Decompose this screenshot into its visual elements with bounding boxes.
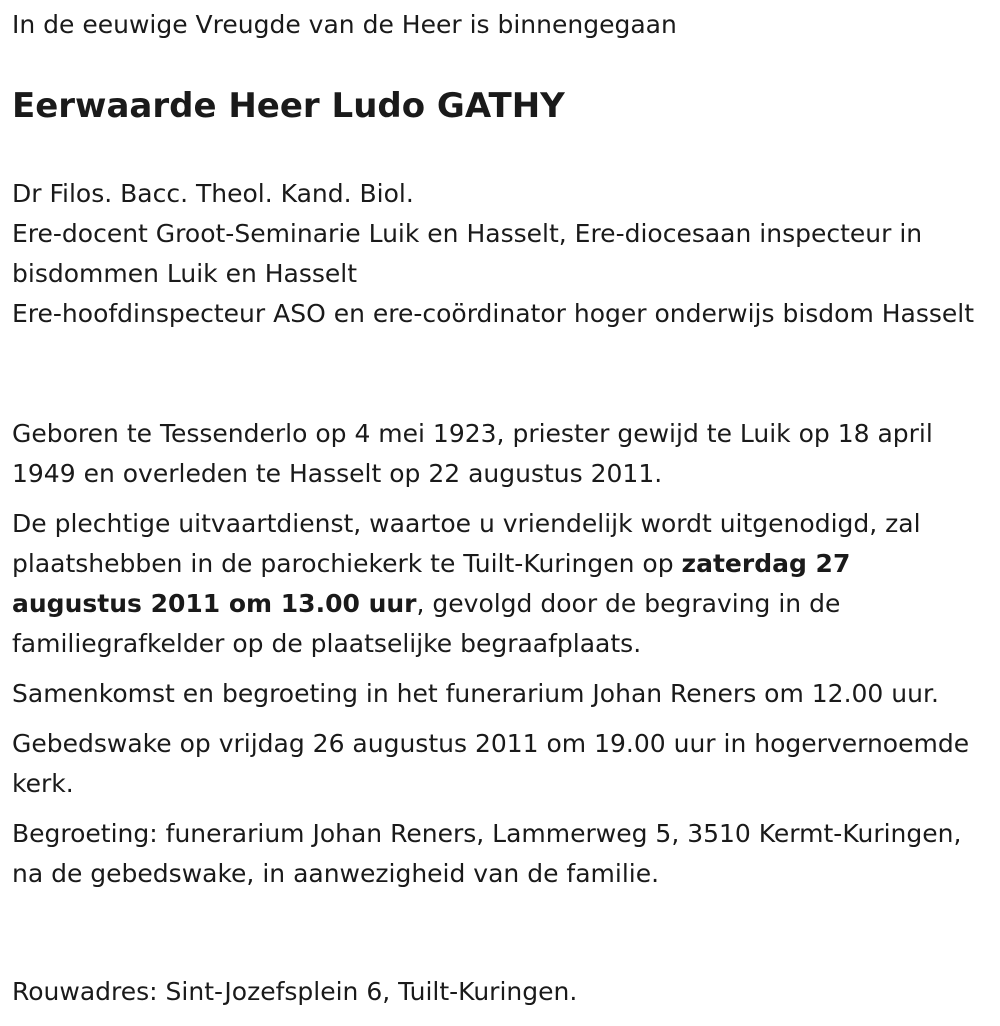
notice-body <box>12 414 988 904</box>
gathering-paragraph: Samenkomst en begroeting in het funerarium Johan Reners om 12.00 uur. <box>12 679 939 708</box>
mourning-address: Rouwadres: Sint-Jozefsplein 6, Tuilt-Kuringen. <box>12 977 578 1006</box>
title-line: Ere-hoofdinspecteur ASO en ere-coördinator hoger onderwijs bisdom Hasselt <box>12 299 975 328</box>
birth-paragraph: Geboren te Tessenderlo op 4 mei 1923, priester gewijd te Luik op 18 april 1949 en overleden te Hasselt op 22 augustus 2011. <box>12 419 933 488</box>
vigil-paragraph: Gebedswake op vrijdag 26 augustus 2011 om 19.00 uur in hogervernoemde kerk. <box>12 729 970 798</box>
intro-line: In de eeuwige Vreugde van de Heer is binnengegaan <box>12 10 677 39</box>
greeting-paragraph: Begroeting: funerarium Johan Reners, Lammerweg 5, 3510 Kermt-Kuringen, na de gebedswake, in aanwezigheid van de familie. <box>12 819 962 888</box>
title-line: Ere-docent Groot-Seminarie Luik en Hasselt, Ere-diocesaan inspecteur in bisdommen Luik en Hasselt <box>12 219 923 288</box>
deceased-name: Eerwaarde Heer Ludo GATHY <box>12 86 565 126</box>
funeral-paragraph <box>12 504 988 664</box>
funeral-text-after: , gevolgd door de begraving in de familiegrafkelder op de plaatselijke begraafplaats. <box>12 589 841 658</box>
title-line: Dr Filos. Bacc. Theol. Kand. Biol. <box>12 179 414 208</box>
titles-block <box>12 174 988 334</box>
funeral-text-before: De plechtige uitvaartdienst, waartoe u vriendelijk wordt uitgenodigd, zal plaatshebben in de parochiekerk te Tuilt-Kuringen op <box>12 509 921 578</box>
funeral-date-time: zaterdag 27 augustus 2011 om 13.00 uur <box>12 549 851 618</box>
